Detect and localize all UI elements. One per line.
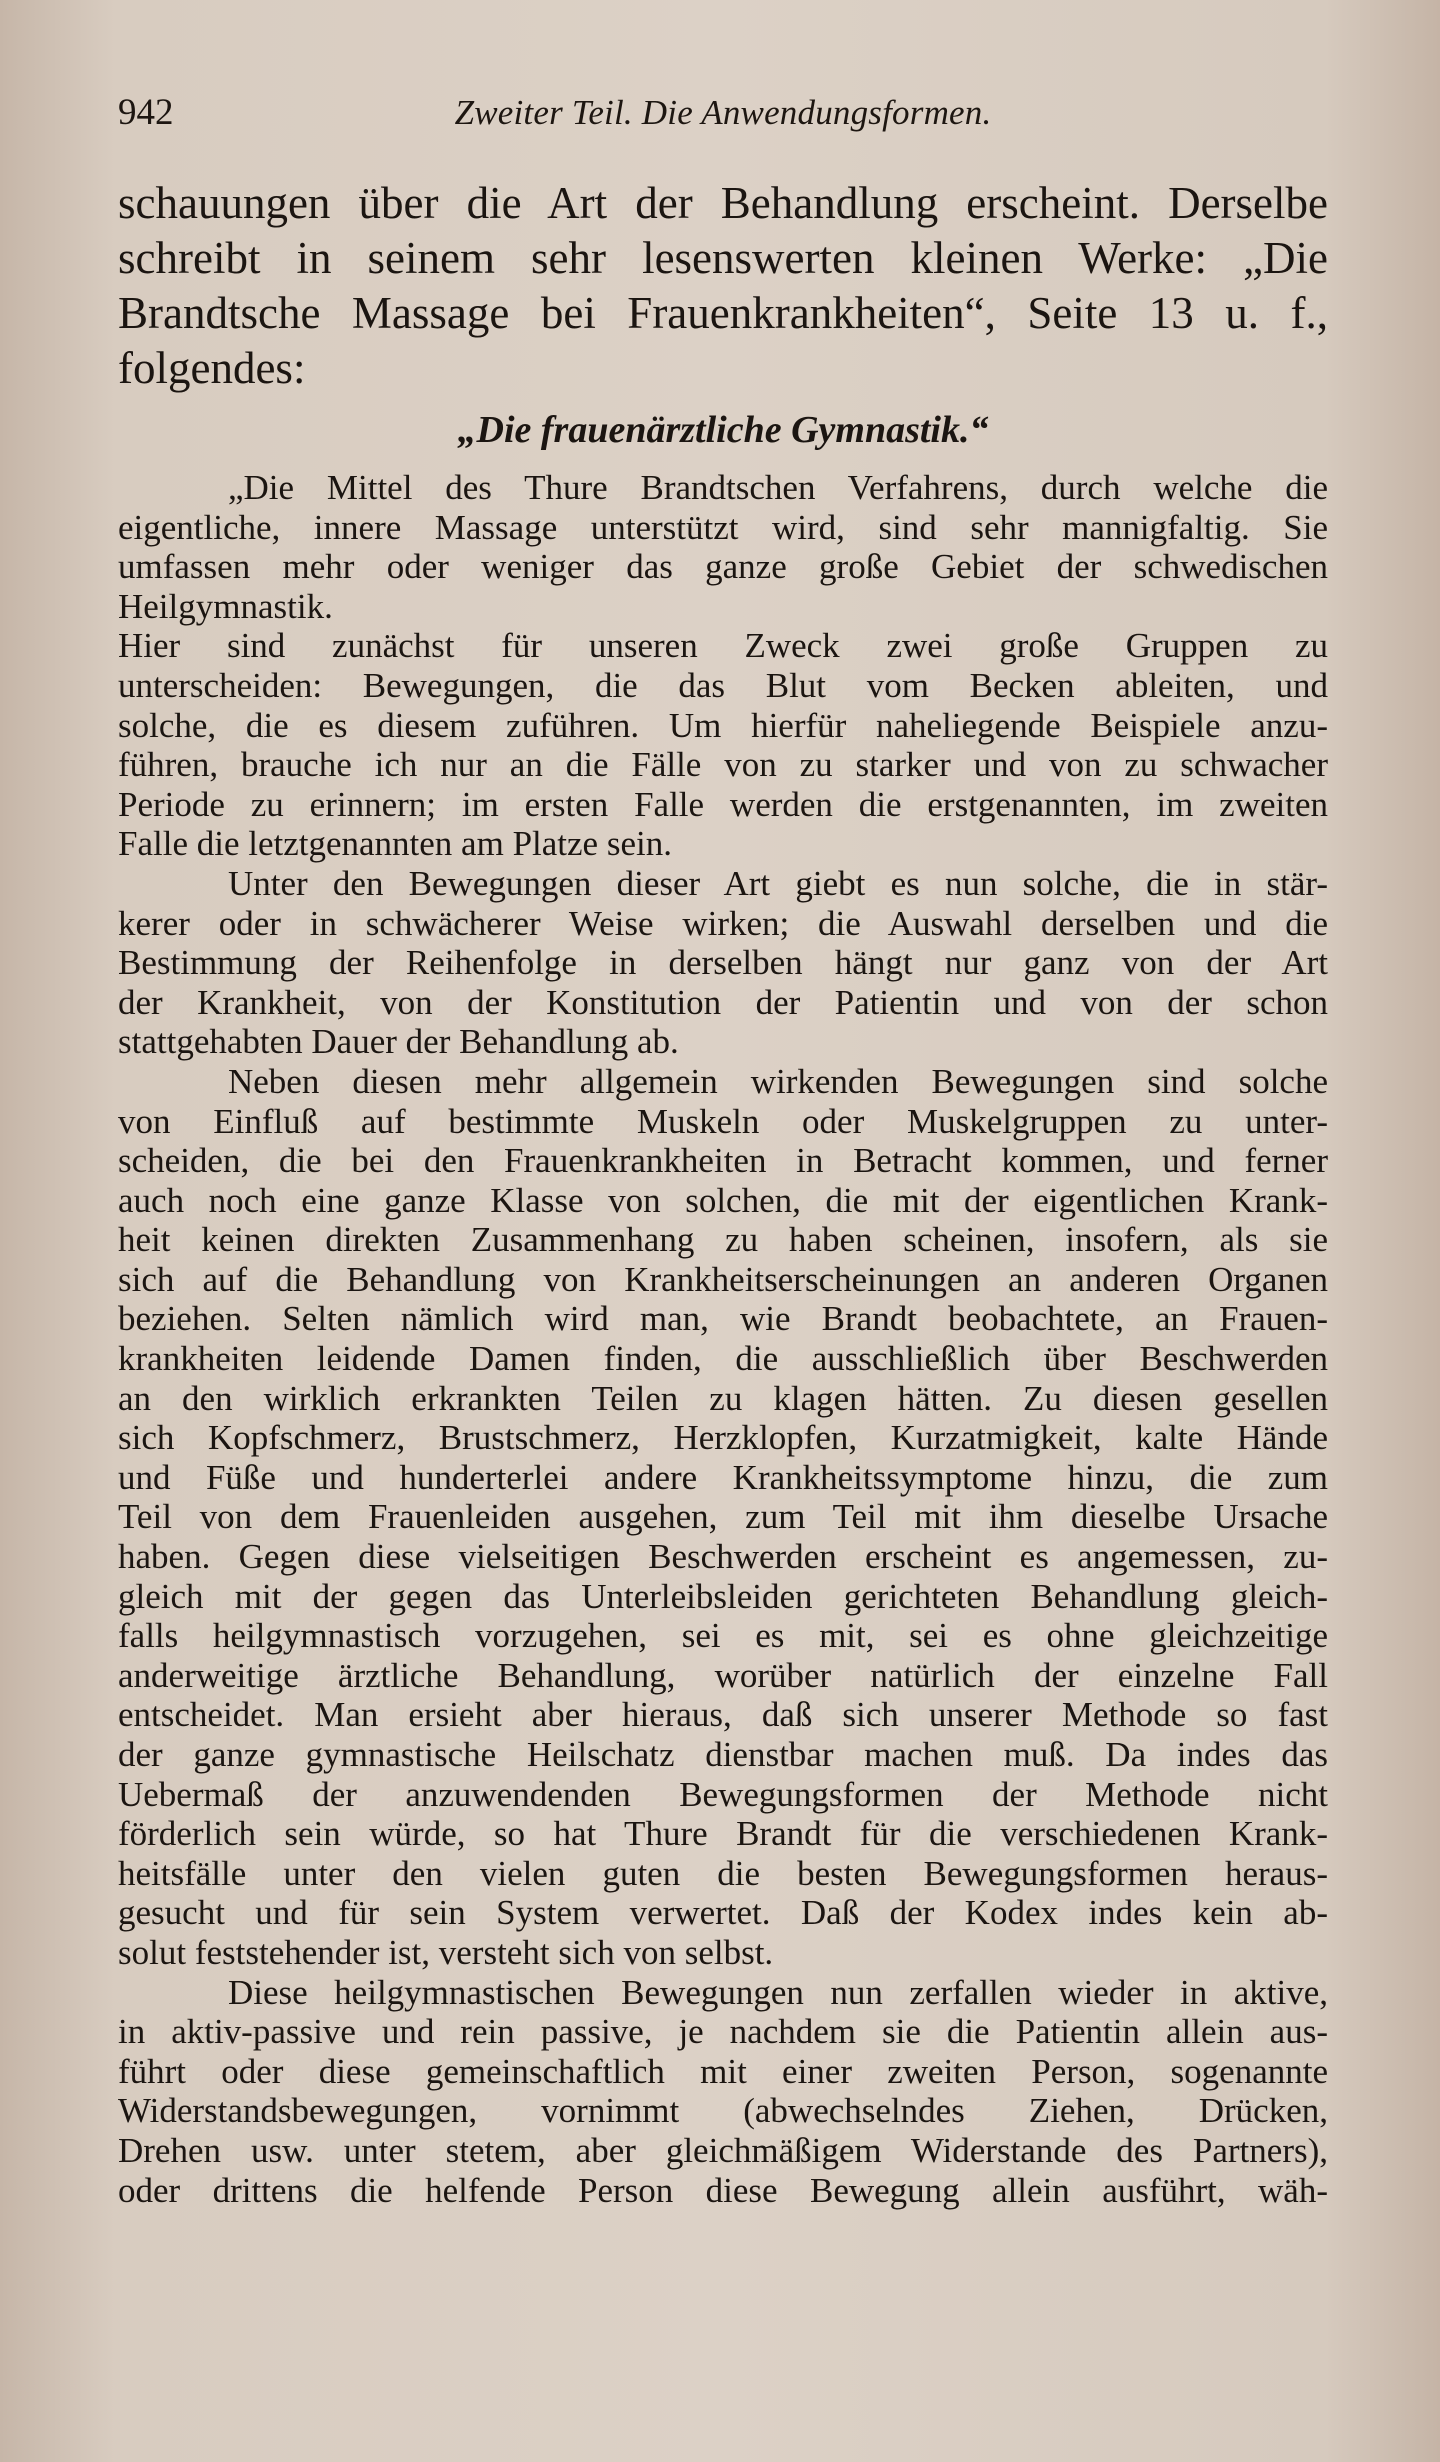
text-line: entscheidet. Man ersieht aber hieraus, daß sich unserer Methode so fast <box>118 1695 1328 1735</box>
text-line: in aktiv-passive und rein passive, je nachdem sie die Patientin allein aus- <box>118 2012 1328 2052</box>
text-line: „Die Mittel des Thure Brandtschen Verfahrens, durch welche die <box>228 468 1328 507</box>
running-head: Zweiter Teil. Die Anwendungsformen. <box>454 93 992 132</box>
text-line: solut feststehender ist, versteht sich von selbst. <box>118 1932 774 1972</box>
text-line: Bestimmung der Reihenfolge in derselben hängt nur ganz von der Art <box>118 943 1328 983</box>
text-line: Teil von dem Frauenleiden ausgehen, zum Teil mit ihm dieselbe Ursache <box>118 1497 1328 1537</box>
text-line: kerer oder in schwächerer Weise wirken; die Auswahl derselben und die <box>118 903 1328 943</box>
text-line: krankheiten leidende Damen finden, die ausschließlich über Beschwerden <box>118 1339 1328 1379</box>
text-line: Widerstandsbewegungen, vornimmt (abwechselndes Ziehen, Drücken, <box>118 2091 1328 2131</box>
text-line: anderweitige ärztliche Behandlung, worüber natürlich der einzelne Fall <box>118 1655 1328 1695</box>
text-line: Diese heilgymnastischen Bewegungen nun zerfallen wieder in aktive, <box>228 1972 1328 2012</box>
text-line: sich auf die Behandlung von Krankheitserscheinungen an anderen Organen <box>118 1259 1328 1299</box>
text-line: heit keinen direkten Zusammenhang zu haben scheinen, insofern, als sie <box>118 1220 1328 1260</box>
text-line: und Füße und hunderterlei andere Krankheitssymptome hinzu, die zum <box>118 1457 1328 1497</box>
text-line: Heilgymnastik. <box>118 586 333 626</box>
text-line: der Krankheit, von der Konstitution der Patientin und von der schon <box>118 982 1328 1022</box>
text-line: scheiden, die bei den Frauenkrankheiten in Betracht kommen, und ferner <box>118 1141 1328 1181</box>
intro-line: schreibt in seinem sehr lesenswerten kleinen Werke: „Die <box>118 233 1328 283</box>
text-line: Drehen usw. unter stetem, aber gleichmäßigem Widerstande des Partners), <box>118 2130 1328 2170</box>
intro-line: schauungen über die Art der Behandlung erscheint. Derselbe <box>118 178 1328 228</box>
text-line: sich Kopfschmerz, Brustschmerz, Herzklopfen, Kurzatmigkeit, kalte Hände <box>118 1418 1328 1458</box>
text-line: falls heilgymnastisch vorzugehen, sei es mit, sei es ohne gleichzeitige <box>118 1616 1328 1656</box>
intro-line: folgendes: <box>118 343 306 393</box>
text-line: führt oder diese gemeinschaftlich mit einer zweiten Person, sogenannte <box>118 2051 1328 2091</box>
text-line: Hier sind zunächst für unseren Zweck zwei große Gruppen zu <box>118 626 1328 666</box>
text-line: gesucht und für sein System verwertet. Daß der Kodex indes kein ab- <box>118 1893 1328 1933</box>
text-line: heitsfälle unter den vielen guten die besten Bewegungsformen heraus- <box>118 1853 1328 1893</box>
body-text <box>118 468 1328 2210</box>
text-line: auch noch eine ganze Klasse von solchen, die mit der eigentlichen Krank- <box>118 1180 1328 1220</box>
page-header <box>118 90 1328 140</box>
text-line: an den wirklich erkrankten Teilen zu klagen hätten. Zu diesen gesellen <box>118 1378 1328 1418</box>
text-line: Unter den Bewegungen dieser Art giebt es nun solche, die in stär- <box>228 863 1328 903</box>
intro-line: Brandtsche Massage bei Frauenkrankheiten“, Seite 13 u. f., <box>118 288 1328 338</box>
text-line: führen, brauche ich nur an die Fälle von zu starker und von zu schwacher <box>118 745 1328 785</box>
text-line: stattgehabten Dauer der Behandlung ab. <box>118 1022 679 1062</box>
page-number: 942 <box>118 92 174 133</box>
text-line: oder drittens die helfende Person diese Bewegung allein ausführt, wäh- <box>118 2170 1328 2210</box>
intro-paragraph <box>118 176 1328 396</box>
text-line: Falle die letztgenannten am Platze sein. <box>118 824 672 864</box>
text-line: beziehen. Selten nämlich wird man, wie Brandt beobachtete, an Frauen- <box>118 1299 1328 1339</box>
text-line: gleich mit der gegen das Unterleibsleiden gerichteten Behandlung gleich- <box>118 1576 1328 1616</box>
text-line: Periode zu erinnern; im ersten Falle werden die erstgenannten, im zweiten <box>118 784 1328 824</box>
text-line: Neben diesen mehr allgemein wirkenden Bewegungen sind solche <box>228 1061 1328 1101</box>
text-line: haben. Gegen diese vielseitigen Beschwerden erscheint es angemessen, zu- <box>118 1537 1328 1577</box>
section-heading: „Die frauenärztliche Gymnastik.“ <box>457 409 989 451</box>
text-line: solche, die es diesem zuführen. Um hierfür naheliegende Beispiele anzu- <box>118 705 1328 745</box>
text-line: unterscheiden: Bewegungen, die das Blut vom Becken ableiten, und <box>118 665 1328 705</box>
text-line: förderlich sein würde, so hat Thure Brandt für die verschiedenen Krank- <box>118 1814 1328 1854</box>
text-line: der ganze gymnastische Heilschatz dienstbar machen muß. Da indes das <box>118 1735 1328 1774</box>
text-line: Uebermaß der anzuwendenden Bewegungsformen der Methode nicht <box>118 1774 1328 1814</box>
text-line: von Einfluß auf bestimmte Muskeln oder Muskelgruppen zu unter- <box>118 1101 1328 1141</box>
text-line: umfassen mehr oder weniger das ganze große Gebiet der schwedischen <box>118 547 1328 587</box>
text-line: eigentliche, innere Massage unterstützt wird, sind sehr mannigfaltig. Sie <box>118 507 1328 547</box>
